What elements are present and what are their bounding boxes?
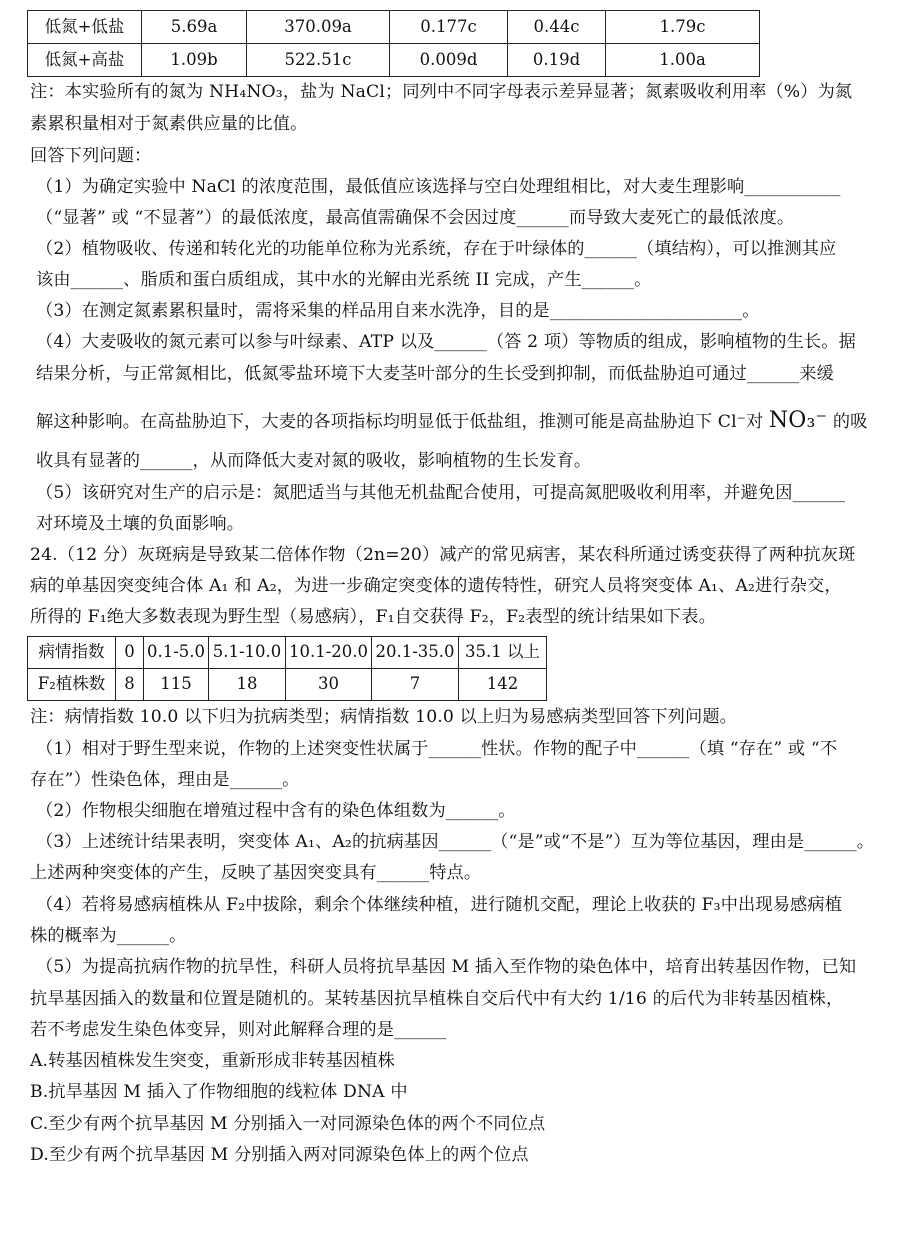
question-text [36, 410, 868, 432]
question-text: （3）上述统计结果表明，突变体 A₁、A₂的抗病基因______（“是”或“不是”）互为等位基因，理由是______。 [36, 832, 875, 852]
table-header-cell: 10.1-20.0 [286, 637, 372, 669]
note-text: 注：本实验所有的氮为 NH₄NO₃，盐为 NaCl；同列中不同字母表示差异显著；氮素吸收利用率（%）为氮 [30, 82, 853, 102]
question-text: （4）若将易感病植株从 F₂中拔除，剩余个体继续种植，进行随机交配，理论上收获的 F₃中出现易感病植 [36, 895, 843, 915]
note-text: 素累积量相对于氮素供应量的比值。 [30, 114, 308, 134]
chemical-formula: NO₃⁻ [768, 408, 828, 433]
table-cell: 142 [459, 669, 547, 701]
note-text: 注：病情指数 10.0 以下归为抗病类型；病情指数 10.0 以上归为易感病类型回答下列问题。 [30, 707, 738, 727]
table-cell: 0.19d [508, 44, 606, 77]
table-cell: F₂植株数 [28, 669, 116, 701]
table-disease-index [27, 636, 547, 701]
table-nitrogen-salt [27, 10, 760, 77]
table-cell: 0.44c [508, 11, 606, 44]
table-row [28, 11, 760, 44]
table-header-cell: 35.1 以上 [459, 637, 547, 669]
question-text: 存在”）性染色体，理由是______。 [30, 770, 300, 790]
question-text-part: 的吸 [827, 412, 868, 432]
table-cell: 115 [144, 669, 209, 701]
question-text: 对环境及土壤的负面影响。 [36, 514, 245, 534]
question-text: 所得的 F₁绝大多数表现为野生型（易感病），F₁自交获得 F₂，F₂表型的统计结果如下表。 [30, 607, 716, 627]
option-b: B.抗旱基因 M 插入了作物细胞的线粒体 DNA 中 [30, 1082, 408, 1102]
question-text: （3）在测定氮素累积量时，需将采集的样品用自来水洗净，目的是______________________。 [36, 301, 760, 321]
question-text: （2）作物根尖细胞在增殖过程中含有的染色体组数为______。 [36, 801, 516, 821]
table-cell: 1.09b [142, 44, 247, 77]
table-cell: 30 [286, 669, 372, 701]
table-cell: 0.177c [390, 11, 508, 44]
option-c: C.至少有两个抗旱基因 M 分别插入一对同源染色体的两个不同位点 [30, 1114, 546, 1134]
question-text: 病的单基因突变纯合体 A₁ 和 A₂，为进一步确定突变体的遗传特性，研究人员将突变体 A₁、A₂进行杂交， [30, 576, 842, 596]
table-cell: 1.79c [606, 11, 760, 44]
table-cell: 370.09a [247, 11, 390, 44]
question-text: （5）为提高抗病作物的抗旱性，科研人员将抗旱基因 M 插入至作物的染色体中，培育出转基因作物，已知 [36, 957, 857, 977]
table-row [28, 44, 760, 77]
table-cell: 8 [116, 669, 144, 701]
question-text: 抗旱基因插入的数量和位置是随机的。某转基因抗旱植株自交后代中有大约 1/16 的后代为非转基因植株， [30, 989, 844, 1009]
question-text: 收具有显著的______，从而降低大麦对氮的吸收，影响植物的生长发育。 [36, 451, 592, 471]
question-text: （1）为确定实验中 NaCl 的浓度范围，最低值应该选择与空白处理组相比，对大麦生理影响___________ [36, 177, 841, 197]
question-text: （2）植物吸收、传递和转化光的功能单位称为光系统，存在于叶绿体的______（填结构），可以推测其应 [36, 239, 837, 259]
question-text: 结果分析，与正常氮相比，低氮零盐环境下大麦茎叶部分的生长受到抑制，而低盐胁迫可通过______来缓 [36, 364, 834, 384]
option-a: A.转基因植株发生突变，重新形成非转基因植株 [30, 1051, 395, 1071]
table-cell: 低氮+低盐 [28, 11, 142, 44]
option-d: D.至少有两个抗旱基因 M 分别插入两对同源染色体上的两个位点 [30, 1145, 529, 1165]
table-cell: 5.69a [142, 11, 247, 44]
question-text: 若不考虑发生染色体变异，则对此解释合理的是______ [30, 1020, 447, 1040]
table-header-row [28, 637, 547, 669]
table-cell: 低氮+高盐 [28, 44, 142, 77]
question-text: 上述两种突变体的产生，反映了基因突变具有______特点。 [30, 863, 482, 883]
question-text: （“显著” 或 “不显著”）的最低浓度，最高值需确保不会因过度______而导致大麦死亡的最低浓度。 [36, 208, 795, 228]
table-cell: 18 [209, 669, 286, 701]
question-text: （4）大麦吸收的氮元素可以参与叶绿素、ATP 以及______（答 2 项）等物质的组成，影响植物的生长。据 [36, 332, 856, 352]
table-cell: 1.00a [606, 44, 760, 77]
table-cell: 522.51c [247, 44, 390, 77]
question-title: 24.（12 分）灰斑病是导致某二倍体作物（2n=20）减产的常见病害，某农科所通过诱变获得了两种抗灰斑 [30, 545, 856, 565]
table-header-cell: 病情指数 [28, 637, 116, 669]
question-text: 株的概率为______。 [30, 926, 187, 946]
question-text: 该由______、脂质和蛋白质组成，其中水的光解由光系统 II 完成，产生______。 [36, 270, 652, 290]
table-header-cell: 20.1-35.0 [372, 637, 459, 669]
table-row [28, 669, 547, 701]
question-text-part: 解这种影响。在高盐胁迫下，大麦的各项指标均明显低于低盐组，推测可能是高盐胁迫下 Cl⁻对 [36, 412, 769, 432]
question-text: （1）相对于野生型来说，作物的上述突变性状属于______性状。作物的配子中______（填 “存在” 或 “不 [36, 739, 838, 759]
instruction-text: 回答下列问题： [30, 146, 152, 166]
table-header-cell: 5.1-10.0 [209, 637, 286, 669]
table-cell: 7 [372, 669, 459, 701]
table-header-cell: 0.1-5.0 [144, 637, 209, 669]
table-cell: 0.009d [390, 44, 508, 77]
question-text: （5）该研究对生产的启示是：氮肥适当与其他无机盐配合使用，可提高氮肥吸收利用率，并避免因______ [36, 483, 846, 503]
table-header-cell: 0 [116, 637, 144, 669]
